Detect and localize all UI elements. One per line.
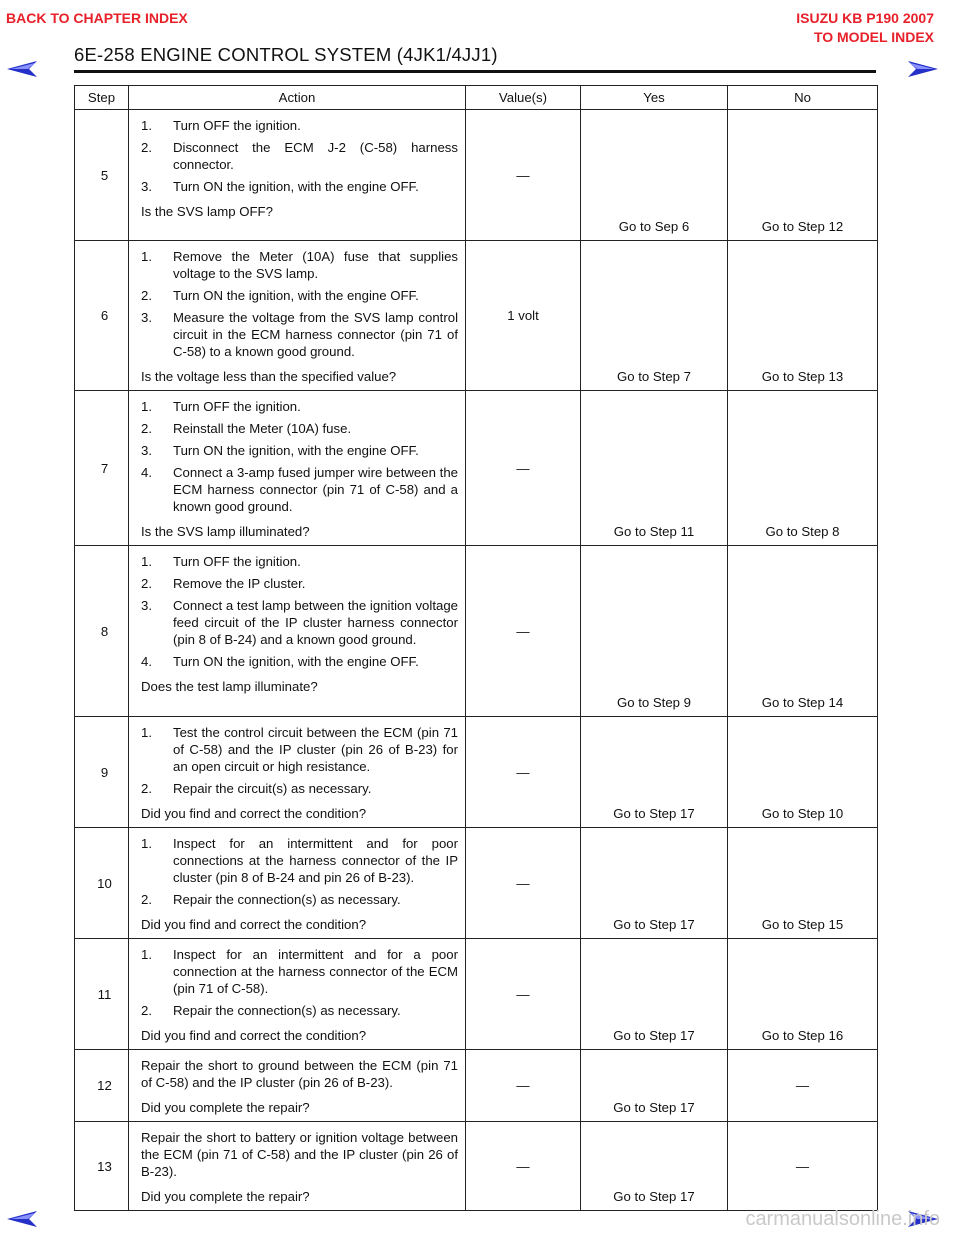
action-item (141, 553, 458, 570)
watermark: carmanualsonline.info (745, 1208, 940, 1230)
next-page-arrow-icon[interactable] (908, 61, 938, 77)
table-row (75, 546, 878, 717)
step-number: 11 (75, 939, 129, 1050)
no-cell: — (728, 1050, 878, 1122)
table-row (75, 241, 878, 391)
action-item (141, 835, 458, 886)
step-number: 13 (75, 1122, 129, 1211)
action-item-number: 3. (141, 310, 152, 325)
no-cell: Go to Step 13 (728, 241, 878, 391)
table-row (75, 717, 878, 828)
action-item-number: 1. (141, 118, 152, 133)
action-item (141, 653, 458, 670)
step-number: 5 (75, 110, 129, 241)
no-cell: Go to Step 15 (728, 828, 878, 939)
step-number: 7 (75, 391, 129, 546)
action-item-number: 2. (141, 892, 152, 907)
yes-cell: Go to Step 17 (581, 1050, 728, 1122)
action-item-text: Turn ON the ignition, with the engine OFF. (173, 443, 419, 458)
yes-cell: Go to Step 11 (581, 391, 728, 546)
action-question: Did you find and correct the condition? (141, 806, 367, 821)
action-text: Repair the short to ground between the ECM (pin 71 of C-58) and the IP cluster (pin 26 of B-23). (141, 1058, 458, 1090)
action-item-number: 3. (141, 443, 152, 458)
action-item (141, 117, 458, 134)
step-number: 12 (75, 1050, 129, 1122)
table-row (75, 391, 878, 546)
previous-page-arrow-icon[interactable] (7, 1211, 37, 1227)
previous-page-arrow-icon[interactable] (7, 61, 37, 77)
page-title: 6E-258 ENGINE CONTROL SYSTEM (4JK1/4JJ1) (74, 44, 498, 65)
action-question: Did you complete the repair? (141, 1100, 310, 1115)
back-to-chapter-index-link[interactable]: BACK TO CHAPTER INDEX (6, 10, 188, 26)
column-header-values: Value(s) (466, 86, 581, 110)
value-cell: — (466, 546, 581, 717)
action-item (141, 946, 458, 997)
action-list (141, 724, 458, 797)
action-question: Did you find and correct the condition? (141, 917, 367, 932)
action-item (141, 891, 458, 908)
table-body (75, 110, 878, 1211)
value-cell: — (466, 1122, 581, 1211)
action-item (141, 597, 458, 648)
table-row (75, 1050, 878, 1122)
action-text: Repair the short to battery or ignition voltage between the ECM (pin 71 of C-58) and the IP cluster (pin 26 of B-23). (141, 1130, 458, 1179)
action-item-number: 2. (141, 288, 152, 303)
no-cell: Go to Step 14 (728, 546, 878, 717)
action-item-number: 1. (141, 399, 152, 414)
yes-cell: Go to Step 17 (581, 939, 728, 1050)
step-number: 9 (75, 717, 129, 828)
no-cell: Go to Step 16 (728, 939, 878, 1050)
action-item (141, 309, 458, 360)
action-item-number: 1. (141, 554, 152, 569)
action-item-number: 1. (141, 725, 152, 740)
table-header-row (75, 86, 878, 110)
action-item-text: Turn OFF the ignition. (173, 399, 301, 414)
action-item-number: 2. (141, 140, 152, 155)
action-item-text: Turn ON the ignition, with the engine OFF. (173, 654, 419, 669)
value-cell: — (466, 939, 581, 1050)
step-number: 6 (75, 241, 129, 391)
action-item-text: Remove the Meter (10A) fuse that supplies voltage to the SVS lamp. (173, 249, 458, 281)
action-item (141, 575, 458, 592)
column-header-step: Step (75, 86, 129, 110)
column-header-action: Action (129, 86, 466, 110)
column-header-yes: Yes (581, 86, 728, 110)
action-item-text: Inspect for an intermittent and for poor connections at the harness connector of the IP cluster (pin 8 of B-24 and pin 26 of B-23). (173, 836, 458, 885)
no-cell: — (728, 1122, 878, 1211)
action-cell (129, 241, 466, 391)
action-item-number: 3. (141, 598, 152, 613)
yes-cell: Go to Step 9 (581, 546, 728, 717)
action-cell (129, 828, 466, 939)
action-item-number: 3. (141, 179, 152, 194)
action-item (141, 1002, 458, 1019)
action-item-text: Turn ON the ignition, with the engine OFF. (173, 179, 419, 194)
action-item-text: Disconnect the ECM J-2 (C-58) harness connector. (173, 140, 458, 172)
yes-cell: Go to Step 17 (581, 717, 728, 828)
action-item-text: Inspect for an intermittent and for a poor connection at the harness connector of the ECM (pin 71 of C-58). (173, 947, 458, 996)
action-item (141, 724, 458, 775)
action-item-text: Turn OFF the ignition. (173, 118, 301, 133)
table-row (75, 110, 878, 241)
action-item-number: 2. (141, 421, 152, 436)
action-item (141, 442, 458, 459)
action-cell (129, 1122, 466, 1211)
to-model-index-link[interactable]: TO MODEL INDEX (813, 29, 934, 45)
value-cell: — (466, 391, 581, 546)
action-cell (129, 546, 466, 717)
action-question: Did you complete the repair? (141, 1189, 310, 1204)
yes-cell: Go to Step 7 (581, 241, 728, 391)
action-item-number: 1. (141, 249, 152, 264)
action-item (141, 398, 458, 415)
action-item-number: 2. (141, 576, 152, 591)
step-number: 8 (75, 546, 129, 717)
action-item (141, 178, 458, 195)
action-item-text: Repair the connection(s) as necessary. (173, 1003, 401, 1018)
table-row (75, 939, 878, 1050)
action-cell (129, 717, 466, 828)
action-item-number: 1. (141, 836, 152, 851)
action-item-text: Turn ON the ignition, with the engine OFF. (173, 288, 419, 303)
action-item (141, 139, 458, 173)
action-item-text: Connect a 3-amp fused jumper wire between the ECM harness connector (pin 71 of C-58) and a known good ground. (173, 465, 458, 514)
table-row (75, 1122, 878, 1211)
value-cell: — (466, 110, 581, 241)
action-list (141, 398, 458, 515)
value-cell: 1 volt (466, 241, 581, 391)
action-item-text: Connect a test lamp between the ignition voltage feed circuit of the IP cluster harness connector (pin 8 of B-24) and a known good ground. (173, 598, 458, 647)
action-item-number: 1. (141, 947, 152, 962)
action-cell (129, 939, 466, 1050)
action-question: Did you find and correct the condition? (141, 1028, 367, 1043)
action-item-text: Test the control circuit between the ECM (pin 71 of C-58) and the IP cluster (pin 26 of B-23) for an open circuit or high resistance. (173, 725, 458, 774)
action-cell (129, 1050, 466, 1122)
action-list (141, 117, 458, 195)
no-cell: Go to Step 10 (728, 717, 878, 828)
action-question: Is the voltage less than the specified value? (141, 369, 397, 384)
action-question: Is the SVS lamp illuminated? (141, 524, 310, 539)
yes-cell: Go to Step 17 (581, 1122, 728, 1211)
action-item-number: 4. (141, 465, 152, 480)
yes-cell: Go to Sep 6 (581, 110, 728, 241)
action-item-number: 2. (141, 1003, 152, 1018)
step-number: 10 (75, 828, 129, 939)
action-item (141, 464, 458, 515)
action-item-text: Repair the circuit(s) as necessary. (173, 781, 372, 796)
no-cell: Go to Step 12 (728, 110, 878, 241)
model-title-link[interactable]: ISUZU KB P190 2007 (796, 10, 934, 26)
action-item (141, 780, 458, 797)
action-cell (129, 391, 466, 546)
column-header-no: No (728, 86, 878, 110)
value-cell: — (466, 828, 581, 939)
table-row (75, 828, 878, 939)
action-item (141, 248, 458, 282)
action-list (141, 248, 458, 360)
action-question: Does the test lamp illuminate? (141, 679, 318, 694)
action-list (141, 835, 458, 908)
action-item (141, 287, 458, 304)
action-item-number: 2. (141, 781, 152, 796)
header-rule (74, 70, 876, 73)
action-item-number: 4. (141, 654, 152, 669)
action-item-text: Remove the IP cluster. (173, 576, 306, 591)
diagnostic-steps-table (74, 85, 878, 1211)
action-question: Is the SVS lamp OFF? (141, 204, 273, 219)
action-list (141, 946, 458, 1019)
action-item-text: Repair the connection(s) as necessary. (173, 892, 401, 907)
action-item-text: Reinstall the Meter (10A) fuse. (173, 421, 352, 436)
value-cell: — (466, 1050, 581, 1122)
action-list (141, 553, 458, 670)
no-cell: Go to Step 8 (728, 391, 878, 546)
value-cell: — (466, 717, 581, 828)
action-item-text: Turn OFF the ignition. (173, 554, 301, 569)
action-item (141, 420, 458, 437)
yes-cell: Go to Step 17 (581, 828, 728, 939)
action-cell (129, 110, 466, 241)
action-item-text: Measure the voltage from the SVS lamp control circuit in the ECM harness connector (pin 71 of C-58) to a known good ground. (173, 310, 458, 359)
